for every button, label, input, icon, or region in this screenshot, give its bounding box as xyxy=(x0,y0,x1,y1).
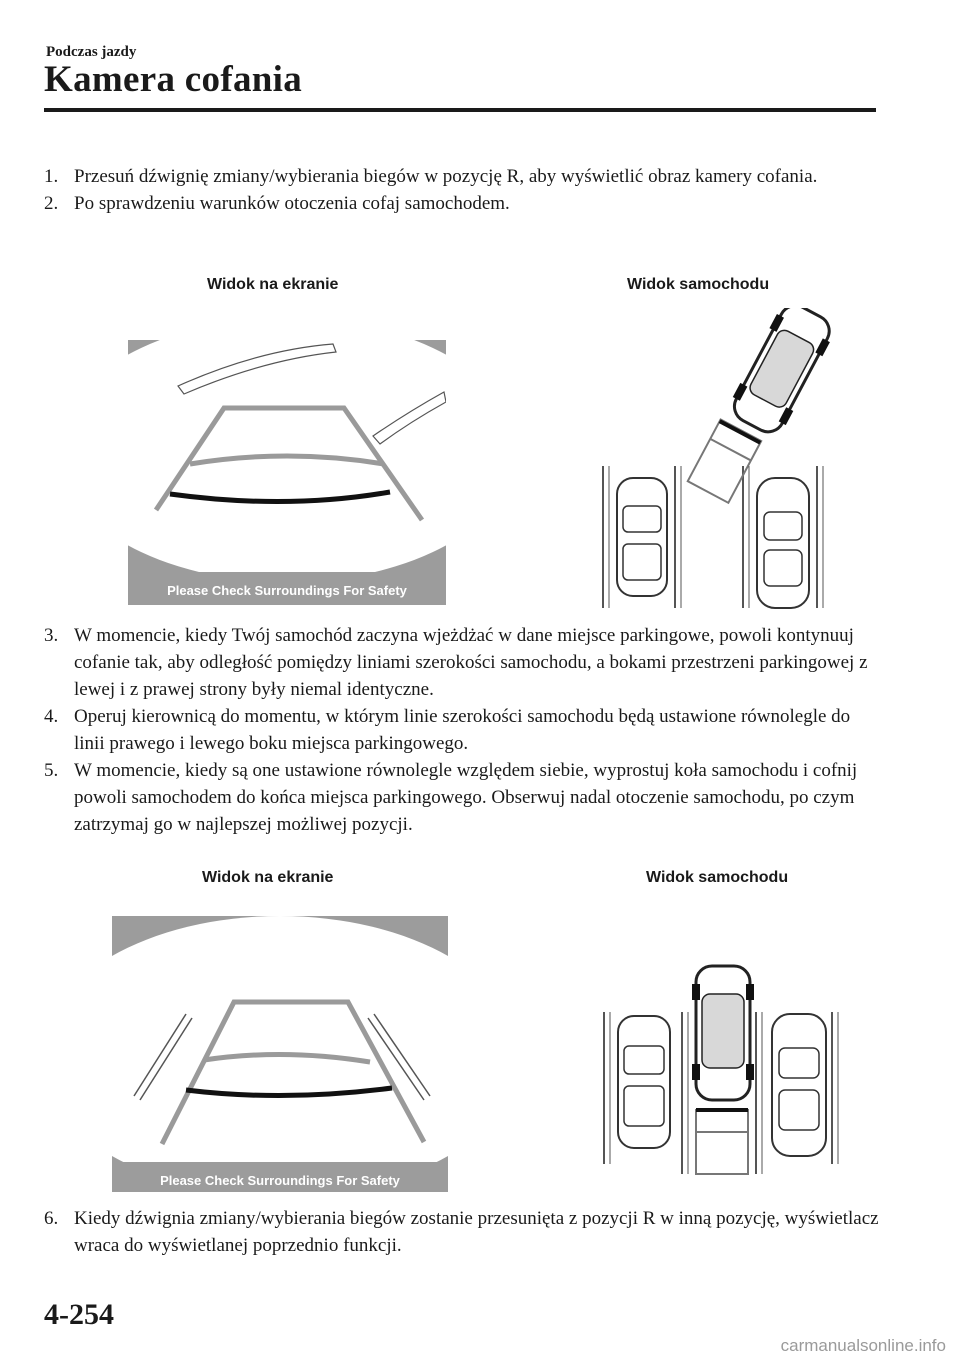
figure2-car-diagram xyxy=(600,964,850,1178)
parked-car-right xyxy=(772,1014,826,1156)
figure1-screen-label: Widok na ekranie xyxy=(207,276,339,293)
section-label: Podczas jazdy xyxy=(46,44,137,60)
step-number: 3. xyxy=(44,625,59,646)
step-number: 4. xyxy=(44,706,59,727)
step-item xyxy=(44,622,884,703)
step-item xyxy=(44,190,884,217)
parked-car-right xyxy=(757,478,809,608)
step-number: 5. xyxy=(44,760,59,781)
step-text: W momencie, kiedy są one ustawione równolegle względem siebie, wyprostuj koła samochodu i cofnij powoli samochodem do końca miejsca parkingowego. Obserwuj nadal otoczenie samochodu, po czym zatrzymaj go w najlepszej możliwej pozycji. xyxy=(74,760,858,835)
parking-diagram xyxy=(595,308,855,613)
figure2-camera-screen xyxy=(112,916,448,1192)
step-number: 1. xyxy=(44,166,59,187)
title-divider xyxy=(44,108,876,112)
figure1-car-label: Widok samochodu xyxy=(627,276,770,293)
step-number: 2. xyxy=(44,193,59,214)
page-number: 4-254 xyxy=(44,1298,114,1331)
step-item xyxy=(44,1205,884,1259)
step-item xyxy=(44,703,884,757)
parked-car-left xyxy=(617,478,667,596)
steps-list-a xyxy=(44,163,884,217)
safety-notice: Please Check Surroundings For Safety xyxy=(167,583,407,598)
figure1-car-diagram xyxy=(595,308,855,613)
step-item xyxy=(44,163,884,190)
step-text: Przesuń dźwignię zmiany/wybierania biegów w pozycję R, aby wyświetlić obraz kamery cofania. xyxy=(74,166,818,187)
step-item xyxy=(44,757,884,838)
step-text: Kiedy dźwignia zmiany/wybierania biegów zostanie przesunięta z pozycji R w inną pozycję, wyświetlacz wraca do wyświetlanej poprzednio funkcji. xyxy=(74,1208,879,1256)
step-text: Operuj kierownicą do momentu, w którym linie szerokości samochodu będą ustawione równolegle do linii prawego i lewego boku miejsca parkingowego. xyxy=(74,706,851,754)
reversing-car xyxy=(692,966,754,1100)
step-text: Po sprawdzeniu warunków otoczenia cofaj samochodem. xyxy=(74,193,510,214)
figure2-car-label: Widok samochodu xyxy=(646,869,789,886)
figure1-camera-screen xyxy=(128,340,446,605)
camera-view-graphic xyxy=(128,340,446,605)
safety-notice: Please Check Surroundings For Safety xyxy=(160,1173,400,1188)
step-number: 6. xyxy=(44,1208,59,1229)
figure2-screen-label: Widok na ekranie xyxy=(202,869,334,886)
parked-car-left xyxy=(618,1016,670,1148)
steps-list-c xyxy=(44,1205,884,1259)
reversing-car xyxy=(725,308,838,439)
watermark: carmanualsonline.info xyxy=(780,1336,946,1355)
step-text: W momencie, kiedy Twój samochód zaczyna wjeżdżać w dane miejsce parkingowe, powoli kontynuuj cofanie tak, aby odległość pomiędzy liniami szerokości samochodu, a bokami przestrzeni parkingowej z lewej i z prawej strony były niemal identyczne. xyxy=(74,625,868,700)
camera-view-graphic xyxy=(112,916,448,1192)
parking-diagram xyxy=(600,964,850,1178)
steps-list-b xyxy=(44,622,884,838)
page-title: Kamera cofania xyxy=(44,59,302,100)
